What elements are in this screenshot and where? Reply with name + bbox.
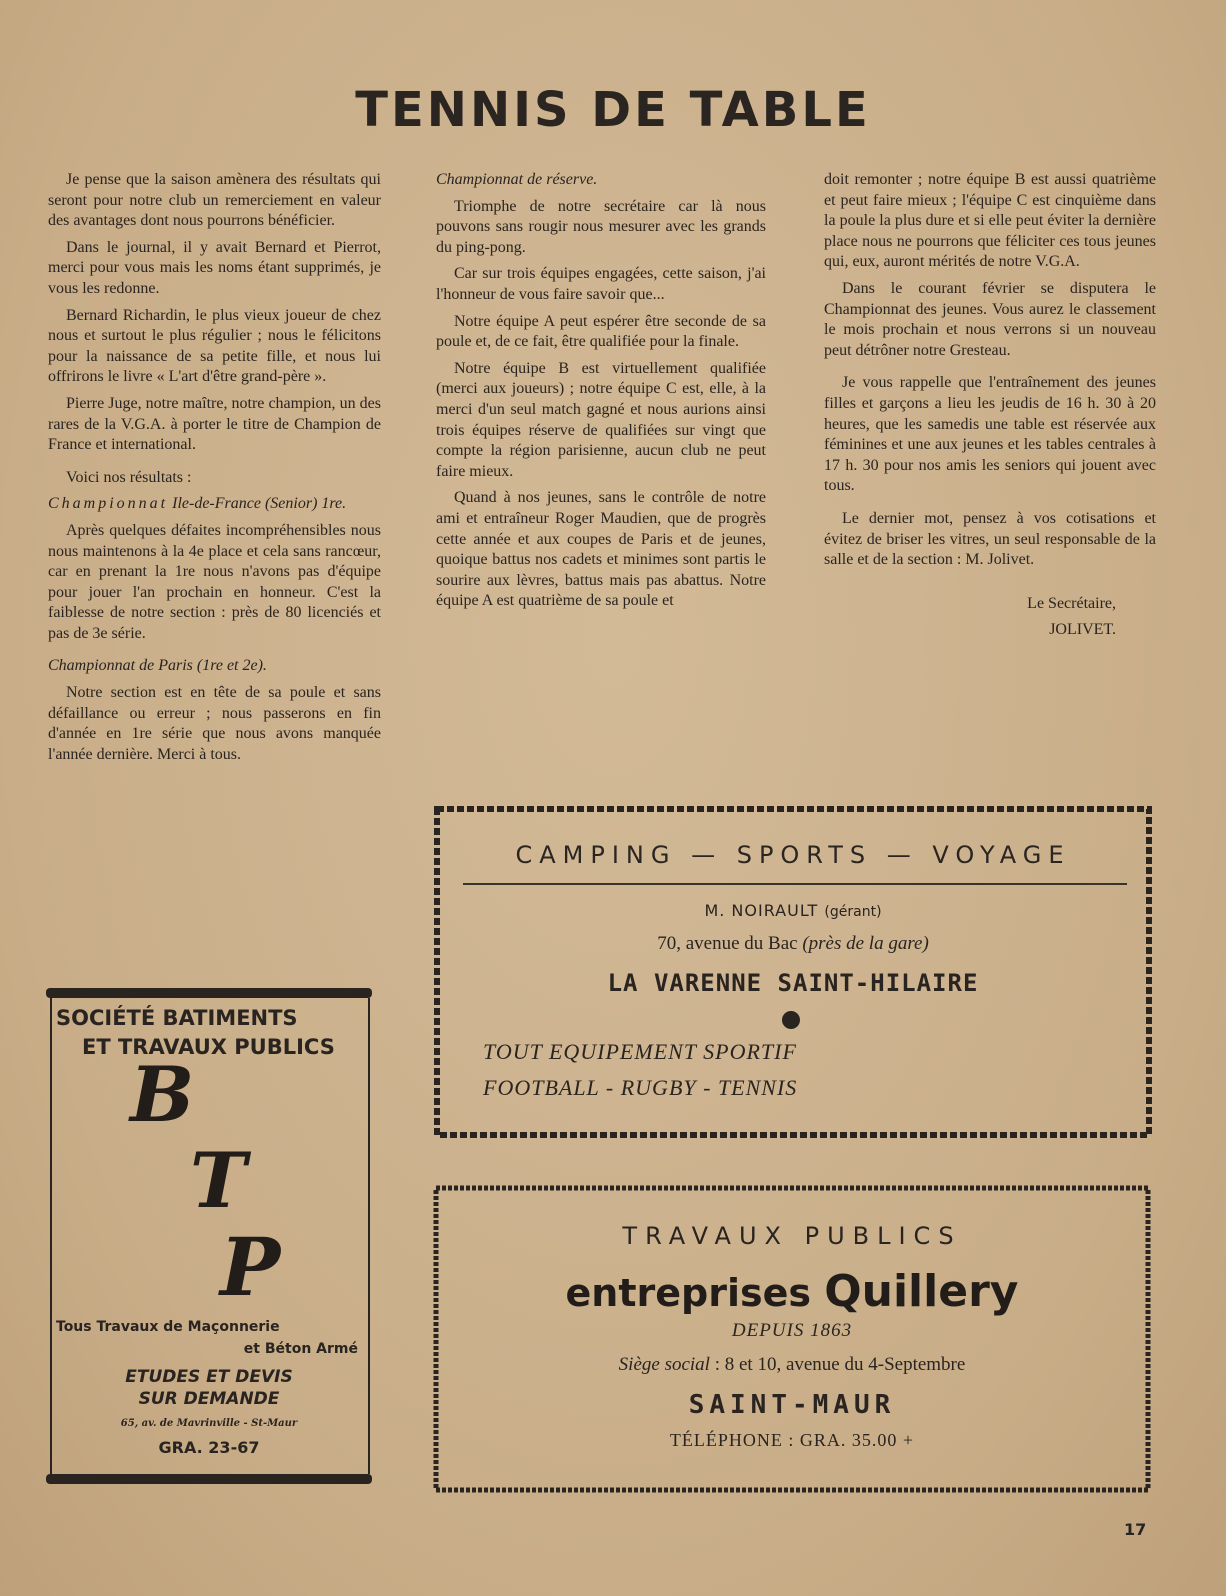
paragraph: Je vous rappelle que l'entraînement des jeunes filles et garçons a lieu les jeudis de 16 h. 30 à 20 heures, que les samedis une table est réservée aux féminines et une aux jeunes et les tables centrales à 17 h. 30 pour nos amis les seniors qui jouent avec tous. [824, 374, 1156, 495]
quillery-phone: TÉLÉPHONE : GRA. 35.00 + [669, 1430, 915, 1450]
btp-services [56, 1338, 362, 1360]
btp-studies-line: ETUDES ET DEVIS [125, 1367, 293, 1387]
btp-services [56, 1316, 362, 1338]
ad-border-bottom [46, 1474, 372, 1484]
btp-company-line: SOCIÉTÉ BATIMENTS [56, 1006, 298, 1030]
paragraph: Je pense que la saison amènera des résultats qui seront pour notre club un remerciement en valeur des avantages dont nous pourrons bénéficier. [48, 171, 381, 230]
article-column-2 [436, 170, 766, 618]
camping-address [433, 933, 1153, 955]
btp-logo-letter-b: B [130, 1050, 195, 1139]
paragraph: Notre équipe B est virtuellement qualifiée (merci aux joueurs) ; notre équipe C est, elle, à la merci d'un seul match gagné et nous aurions ainsi trois équipes réserve de qualifiées sur vingt que compte la région parisienne, aucun club ne peut faire mieux. [436, 359, 766, 480]
quillery-company-name: Quillery [824, 1266, 1019, 1317]
paragraph: Notre équipe A peut espérer être seconde de sa poule et, de ce fait, être qualifiée pour la finale. [436, 312, 766, 351]
paragraph: Triomphe de notre secrétaire car là nous pouvons sans rougir nous mesurer avec les grands du ping-pong. [436, 197, 766, 256]
divider [463, 883, 1127, 885]
quillery-company [432, 1266, 1152, 1317]
section-heading-part: Ile-de-France (Senior) 1re. [168, 495, 347, 513]
paragraph: Après quelques défaites incompréhensibles nous nous maintenons à la 4e place et cela sans rancœur, car en prenant la 1re nous n'avons pas d'équipe pour jouer l'an prochain en honneur. C'est la faiblesse de notre section : près de 80 licenciés et pas de 3e série. [48, 521, 381, 642]
quillery-seat-label: Siège social [618, 1354, 710, 1375]
section-heading: Championnat de réserve. [436, 171, 598, 188]
camping-owner-name: M. NOIRAULT [704, 901, 819, 920]
btp-phone: GRA. 23-67 [158, 1438, 260, 1457]
signature-role: Le Secrétaire, [1027, 594, 1116, 612]
signature-name: JOLIVET. [1049, 620, 1116, 638]
signature [824, 591, 1156, 643]
quillery-heading: TRAVAUX PUBLICS [622, 1222, 962, 1250]
section-heading: Championnat de Paris (1re et 2e). [48, 657, 267, 675]
camping-sports: FOOTBALL - RUGBY - TENNIS [483, 1075, 798, 1100]
article-column-1 [48, 170, 381, 771]
section-heading [48, 494, 381, 515]
paragraph: Le dernier mot, pensez à vos cotisations et évitez de briser les vitres, un seul responsable de la salle et de la section : M. Jolivet. [824, 509, 1156, 569]
ad-border-top [46, 988, 372, 998]
camping-heading: CAMPING — SPORTS — VOYAGE [515, 841, 1071, 869]
paragraph: Voici nos résultats : [66, 468, 192, 486]
section-heading-part: Championnat [48, 495, 169, 513]
paragraph: Dans le courant février se disputera le Championnat des jeunes. Vous aurez le classement le mois prochain et nous verrons si un nouveau peut détrôner notre Gresteau. [824, 279, 1156, 359]
advertisement-btp [46, 988, 372, 1484]
advertisement-camping [433, 805, 1153, 1139]
paragraph: Car sur trois équipes engagées, cette saison, j'ai l'honneur de vous faire savoir que... [436, 265, 766, 303]
camping-owner [433, 901, 1153, 920]
btp-studies [56, 1366, 362, 1410]
advertisement-quillery [432, 1184, 1152, 1494]
page-title: TENNIS DE TABLE [355, 82, 871, 138]
paragraph: Pierre Juge, notre maître, notre champion, un des rares de la V.G.A. à porter le titre de Champion de France et international. [48, 394, 381, 454]
quillery-seat [432, 1354, 1152, 1376]
btp-logo-letter-t: T [190, 1136, 247, 1225]
camping-town: LA VARENNE SAINT-HILAIRE [607, 969, 979, 997]
btp-company-line: ET TRAVAUX PUBLICS [82, 1035, 335, 1059]
btp-address: 65, av. de Mavrinville - St-Maur [120, 1418, 298, 1429]
bullet-dot-icon [782, 1011, 800, 1029]
paragraph: Dans le journal, il y avait Bernard et Pierrot, merci pour vous mais les noms étant supprimés, je vous les redonne. [48, 238, 381, 297]
btp-services-line: Tous Travaux de Maçonnerie [56, 1319, 280, 1335]
camping-address-note: (près de la gare) [802, 933, 929, 954]
camping-street: 70, avenue du Bac [657, 933, 798, 954]
quillery-since: DEPUIS 1863 [731, 1320, 853, 1341]
article-column-3 [824, 170, 1156, 643]
btp-studies-line: SUR DEMANDE [138, 1389, 280, 1409]
quillery-seat-address: : 8 et 10, avenue du 4-Septembre [709, 1354, 966, 1375]
paragraph: doit remonter ; notre équipe B est aussi quatrième et peut faire mieux ; l'équipe C est cinquième dans la poule la plus dure et si elle peut éviter la dernière place nous ne pourrons que féliciter ces tous jeunes qui, eux, auront mérités de notre V.G.A. [824, 171, 1156, 271]
page-number: 17 [1124, 1520, 1147, 1539]
quillery-town: SAINT-MAUR [688, 1390, 896, 1420]
paragraph: Quand à nos jeunes, sans le contrôle de notre ami et entraîneur Roger Maudien, que de progrès cette année et aux coupes de Paris et de jeunes, quoique battus nos cadets et minimes sont partis le sourire aux lèvres, battus mais pas abattus. Notre équipe A est quatrième de sa poule et [436, 489, 766, 610]
paragraph: Notre section est en tête de sa poule et sans défaillance ou erreur ; nous passerons en fin d'année en 1re série que nous avons manquée l'année dernière. Merci à tous. [48, 684, 381, 763]
paragraph: Bernard Richardin, le plus vieux joueur de chez nous et surtout le plus régulier ; nous le félicitons pour la naissance de sa petite fille, et nous lui offrirons le livre « L'art d'être grand-père ». [48, 306, 381, 386]
btp-services-line: et Béton Armé [243, 1341, 358, 1357]
btp-company-name [56, 1004, 362, 1062]
quillery-company-prefix: entreprises [565, 1271, 812, 1315]
camping-tagline: TOUT EQUIPEMENT SPORTIF [483, 1039, 797, 1064]
camping-owner-role: (gérant) [824, 904, 882, 920]
btp-logo-letter-p: P [220, 1220, 281, 1314]
